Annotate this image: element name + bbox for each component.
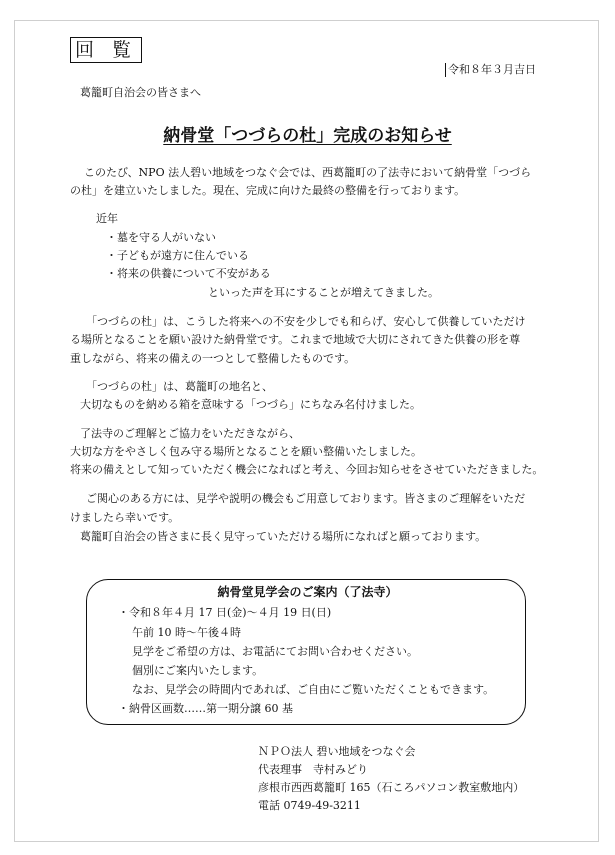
- para2-line-1: 「つづらの杜」は、こうした将来への不安を少しでも和らげ、安心して供養していただけ: [86, 315, 526, 328]
- para5-line-1: ご関心のある方には、見学や説明の機会もご用意しております。皆さまのご理解をいただ: [86, 492, 526, 505]
- tour-individual: 個別にご案内いたします。: [132, 664, 264, 677]
- footer-representative: 代表理事 寺村みどり: [258, 763, 368, 776]
- document-title: 納骨堂「つづらの杜」完成のお知らせ: [163, 126, 452, 146]
- concern-closing: といった声を耳にすることが増えてきました。: [208, 286, 439, 299]
- footer-org: ＮＰＯ法人 碧い地域をつなぐ会: [258, 745, 416, 758]
- concern-item-3: ・将来の供養について不安がある: [106, 267, 271, 280]
- tour-free-view: なお、見学会の時間内であれば、ご自由にご覧いただくこともできます。: [132, 683, 495, 696]
- concern-item-1: ・墓を守る人がいない: [106, 231, 216, 244]
- para3-line-2: 大切なものを納める箱を意味する「つづら」にちなみ名付けました。: [80, 398, 421, 411]
- para4-line-1: 了法寺のご理解とご協力をいただきながら、: [80, 427, 300, 440]
- concern-item-2: ・子どもが遠方に住んでいる: [106, 249, 249, 262]
- intro-line-2: の杜」を建立いたしました。現在、完成に向けた最終の整備を行っております。: [70, 184, 466, 197]
- intro-line-1: このたび、NPO 法人碧い地域をつなぐ会では、西葛籠町の了法寺において納骨堂「つづら: [84, 166, 532, 179]
- para3-line-1: 「つづらの杜」は、葛籠町の地名と、: [86, 380, 273, 393]
- para4-line-3: 将来の備えとして知っていただく機会になればと考え、今回お知らせをさせていただきました。: [70, 463, 544, 476]
- para2-line-2: る場所となることを願い設けた納骨堂です。これまで地域で大切にされてきた供養の形を尊: [70, 333, 521, 346]
- issue-date: 令和８年３月吉日: [445, 63, 536, 77]
- tour-info-title: 納骨堂見学会のご案内（了法寺）: [217, 585, 398, 599]
- tour-dates: ・令和８年４月 17 日(金)～４月 19 日(日): [118, 606, 332, 619]
- plot-count: ・納骨区画数……第一期分譲 60 基: [118, 702, 293, 715]
- recent-heading: 近年: [96, 212, 118, 225]
- para5-line-3: 葛籠町自治会の皆さまに長く見守っていただける場所になればと願っております。: [80, 530, 487, 543]
- tour-contact: 見学をご希望の方は、お電話にてお問い合わせください。: [132, 645, 418, 658]
- para4-line-2: 大切な方をやさしく包み守る場所となることを願い整備いたしました。: [70, 445, 422, 458]
- footer-phone: 電話 0749-49-3211: [258, 799, 361, 812]
- circulation-stamp: 回 覧: [70, 37, 142, 63]
- footer-address: 彦根市西西葛籠町 165（石ころパソコン教室敷地内）: [258, 781, 525, 794]
- para2-line-3: 重しながら、将来の備えの一つとして整備したものです。: [70, 352, 356, 365]
- recipient-line: 葛籠町自治会の皆さまへ: [80, 86, 201, 99]
- tour-hours: 午前 10 時～午後４時: [132, 626, 241, 639]
- para5-line-2: けましたら幸いです。: [70, 511, 180, 524]
